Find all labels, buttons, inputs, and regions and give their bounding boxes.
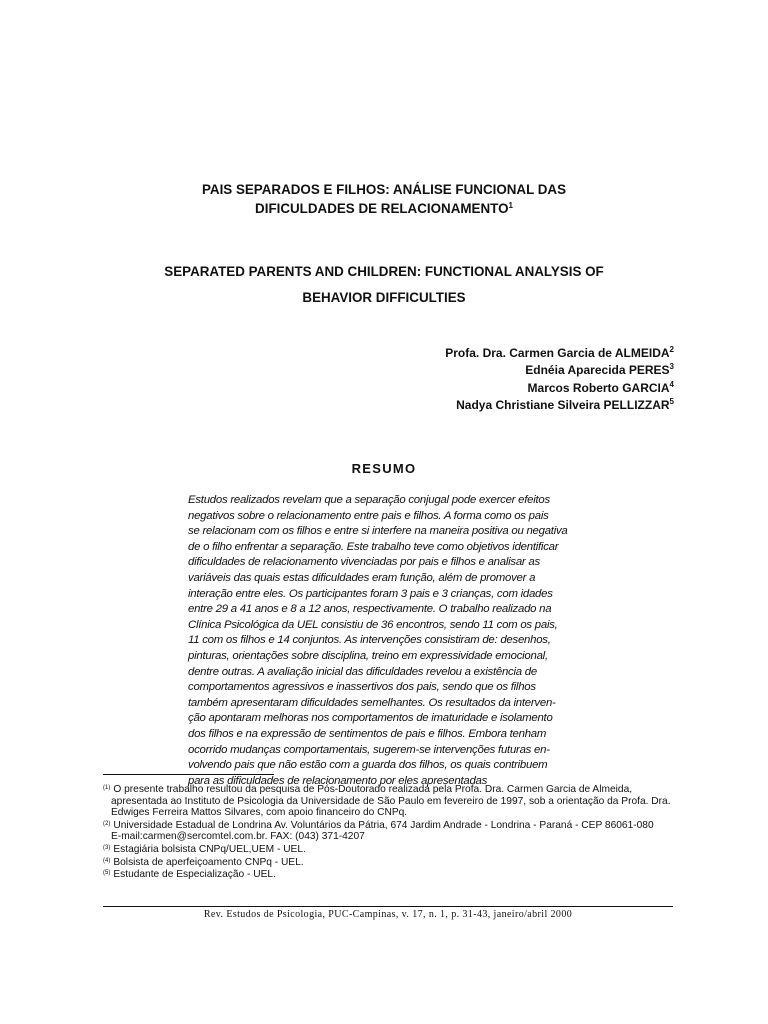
footnote-mark: (2) (103, 820, 111, 827)
author-name: Marcos Roberto GARCIA (527, 380, 670, 395)
abstract-line: entre 29 a 41 anos e 8 a 12 anos, respectivamente. O trabalho realizado na (188, 603, 552, 616)
title-en-line2: BEHAVIOR DIFFICULTIES (302, 290, 466, 305)
author-mark: 3 (669, 362, 674, 372)
abstract-body (188, 493, 572, 789)
footnote-line (103, 819, 675, 832)
footnote-line (103, 856, 675, 869)
footnote-line (103, 868, 675, 881)
footnote-text: Estudante de Especialização - UEL. (113, 869, 276, 881)
footnote-text: Universidade Estadual de Londrina Av. Voluntários da Pátria, 674 Jardim Andrade - Londrina - Paraná - CEP 86061-080 (113, 819, 654, 831)
abstract-line: comportamentos agressivos e inassertivos dos pais, sendo que os filhos (188, 681, 536, 694)
abstract-line: negativos sobre o relacionamento entre pais e filhos. A forma como os pais (188, 509, 549, 522)
abstract-line: variáveis das quais estas dificuldades eram função, além de promover a (188, 571, 536, 584)
abstract-line: dentre outras. A avaliação inicial das dificuldades revelou a existência de (188, 665, 537, 678)
abstract-line: dificuldades de relacionamento vivenciadas por pais e filhos e analisar as (188, 556, 540, 569)
abstract-line: dos filhos e na expressão de sentimentos de pais e filhos. Embora tenham (188, 727, 547, 740)
footnote-line: E-mail:carmen@sercomtel.com.br. FAX: (043) 371-4207 (111, 831, 365, 843)
title-en-line1: SEPARATED PARENTS AND CHILDREN: FUNCTIONAL ANALYSIS OF (164, 264, 604, 279)
footnote-line (103, 843, 675, 856)
footnote-line (103, 783, 675, 796)
abstract-line: pinturas, orientações sobre disciplina, treino em expressividade emocional, (188, 649, 548, 662)
author-mark: 4 (669, 379, 674, 389)
abstract-line: ocorrido mudanças comportamentais, sugerem-se intervenções futuras en- (188, 743, 550, 756)
author-3 (445, 380, 674, 397)
title-pt-line2-wrap (0, 199, 768, 218)
author-list (445, 345, 674, 414)
abstract-line: 11 com os filhos e 14 conjuntos. As intervenções consistiram de: desenhos, (188, 634, 551, 647)
footnote-text: Estagiária bolsista CNPq/UEL,UEM - UEL. (113, 843, 306, 855)
footnote-text: Bolsista de aperfeiçoamento CNPq - UEL. (113, 856, 304, 868)
abstract-line: para as dificuldades de relacionamento por eles apresentadas (188, 774, 488, 787)
author-mark: 5 (669, 396, 674, 406)
title-portuguese (0, 180, 768, 218)
footnote-2 (103, 819, 675, 843)
abstract-line: ção apontaram melhoras nos comportamentos de imaturidade e isolamento (188, 712, 553, 725)
author-2 (445, 362, 674, 379)
author-name: Ednéia Aparecida PERES (525, 363, 670, 378)
abstract-line: se relacionam com os filhos e entre si interfere na maneira positiva ou negativa (188, 525, 568, 538)
abstract-line: interação entre eles. Os participantes foram 3 pais e 3 crianças, com idades (188, 587, 553, 600)
abstract-heading: RESUMO (351, 461, 417, 476)
author-4 (445, 397, 674, 414)
journal-citation: Rev. Estudos de Psicologia, PUC-Campinas, v. 17, n. 1, p. 31-43, janeiro/abril 2000 (203, 909, 573, 920)
author-mark: 2 (669, 345, 674, 354)
footnotes (103, 783, 675, 881)
title-pt-line2: DIFICULDADES DE RELACIONAMENTO (255, 201, 509, 216)
footnote-3 (103, 843, 675, 856)
footnote-mark: (1) (103, 785, 111, 791)
abstract-line: também apresentaram dificuldades semelhantes. Os resultados da interven- (188, 696, 556, 709)
footnote-line: apresentada ao Instituto de Psicologia da Universidade de São Paulo em fevereiro de 1997, sob a orientação da Profa. Dra. (111, 795, 671, 807)
abstract-line: volvendo pais que não estão com a guarda dos filhos, os quais contribuem (188, 759, 548, 772)
footnote-4 (103, 856, 675, 869)
author-name: Profa. Dra. Carmen Garcia de ALMEIDA (445, 346, 670, 360)
footnote-text: O presente trabalho resultou da pesquisa de Pós-Doutorado realizada pela Profa. Dra. Carmen Garcia de Almeida, (113, 784, 633, 795)
abstract-line: Clínica Psicológica da UEL consistiu de 36 encontros, sendo 11 com os pais, (188, 618, 558, 631)
footer-divider (103, 906, 673, 907)
footnote-mark: (5) (103, 870, 111, 877)
author-name: Nadya Christiane Silveira PELLIZZAR (456, 397, 670, 412)
footnote-divider (103, 774, 274, 775)
title-pt-line1: PAIS SEPARADOS E FILHOS: ANÁLISE FUNCIONAL DAS (201, 182, 567, 197)
footnote-line: Edwiges Ferreira Mattos Silvares, com apoio financeiro do CNPq. (111, 807, 408, 819)
footnote-mark: (3) (103, 844, 111, 851)
abstract-line: Estudos realizados revelam que a separação conjugal pode exercer efeitos (188, 494, 550, 506)
footnote-mark: (4) (103, 857, 111, 864)
author-1 (445, 345, 674, 362)
abstract-line: de o filho enfrentar a separação. Este trabalho teve como objetivos identificar (188, 540, 559, 553)
footnote-1 (103, 783, 675, 819)
footnote-5 (103, 868, 675, 881)
title-footnote-mark: 1 (508, 201, 513, 210)
title-english (0, 259, 768, 311)
